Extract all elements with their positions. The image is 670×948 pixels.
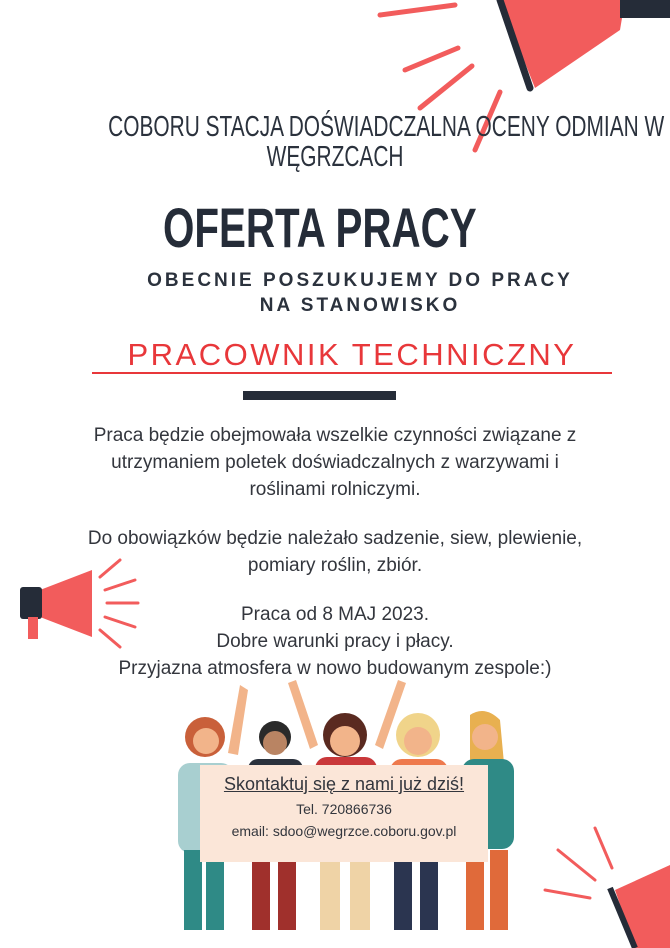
subtitle — [40, 268, 670, 318]
org-line-2: WĘGRZCACH — [266, 141, 404, 173]
page-title — [60, 195, 580, 260]
contact-email[interactable]: email: sdoo@wegrzce.coboru.gov.pl — [231, 823, 457, 839]
description-paragraph — [20, 422, 650, 503]
position-title: PRACOWNIK TECHNICZNY — [92, 338, 612, 374]
text-line: Dobre warunki pracy i płacy. — [216, 631, 454, 652]
megaphone-icon — [540, 820, 670, 948]
text-line: Do obowiązków będzie należało sadzenie, siew, plewienie, — [87, 528, 583, 549]
text-line: Praca będzie obejmowała wszelkie czynności związane z — [93, 425, 577, 446]
text-line: utrzymaniem poletek doświadczalnych z warzywami i — [111, 452, 559, 473]
offer-paragraph — [20, 601, 650, 682]
text-line: roślinami rolniczymi. — [249, 479, 421, 500]
org-line-1: COBORU STACJA DOŚWIADCZALNA OCENY ODMIAN W — [108, 111, 665, 143]
title-text: OFERTA PRACY — [163, 196, 477, 259]
divider — [243, 391, 396, 400]
contact-box — [200, 765, 488, 862]
subtitle-line-1: OBECNIE POSZUKUJEMY DO PRACY — [147, 270, 573, 291]
text-line: Praca od 8 MAJ 2023. — [241, 604, 429, 625]
text-line: pomiary roślin, zbiór. — [247, 555, 423, 576]
duties-paragraph — [20, 525, 650, 579]
organization-name — [0, 112, 670, 172]
text-line: Przyjazna atmosfera w nowo budowanym zespole:) — [118, 658, 552, 679]
contact-phone[interactable]: Tel. 720866736 — [296, 801, 392, 817]
contact-heading: Skontaktuj się z nami już dziś! — [223, 774, 465, 794]
subtitle-line-2: NA STANOWISKO — [259, 295, 461, 316]
